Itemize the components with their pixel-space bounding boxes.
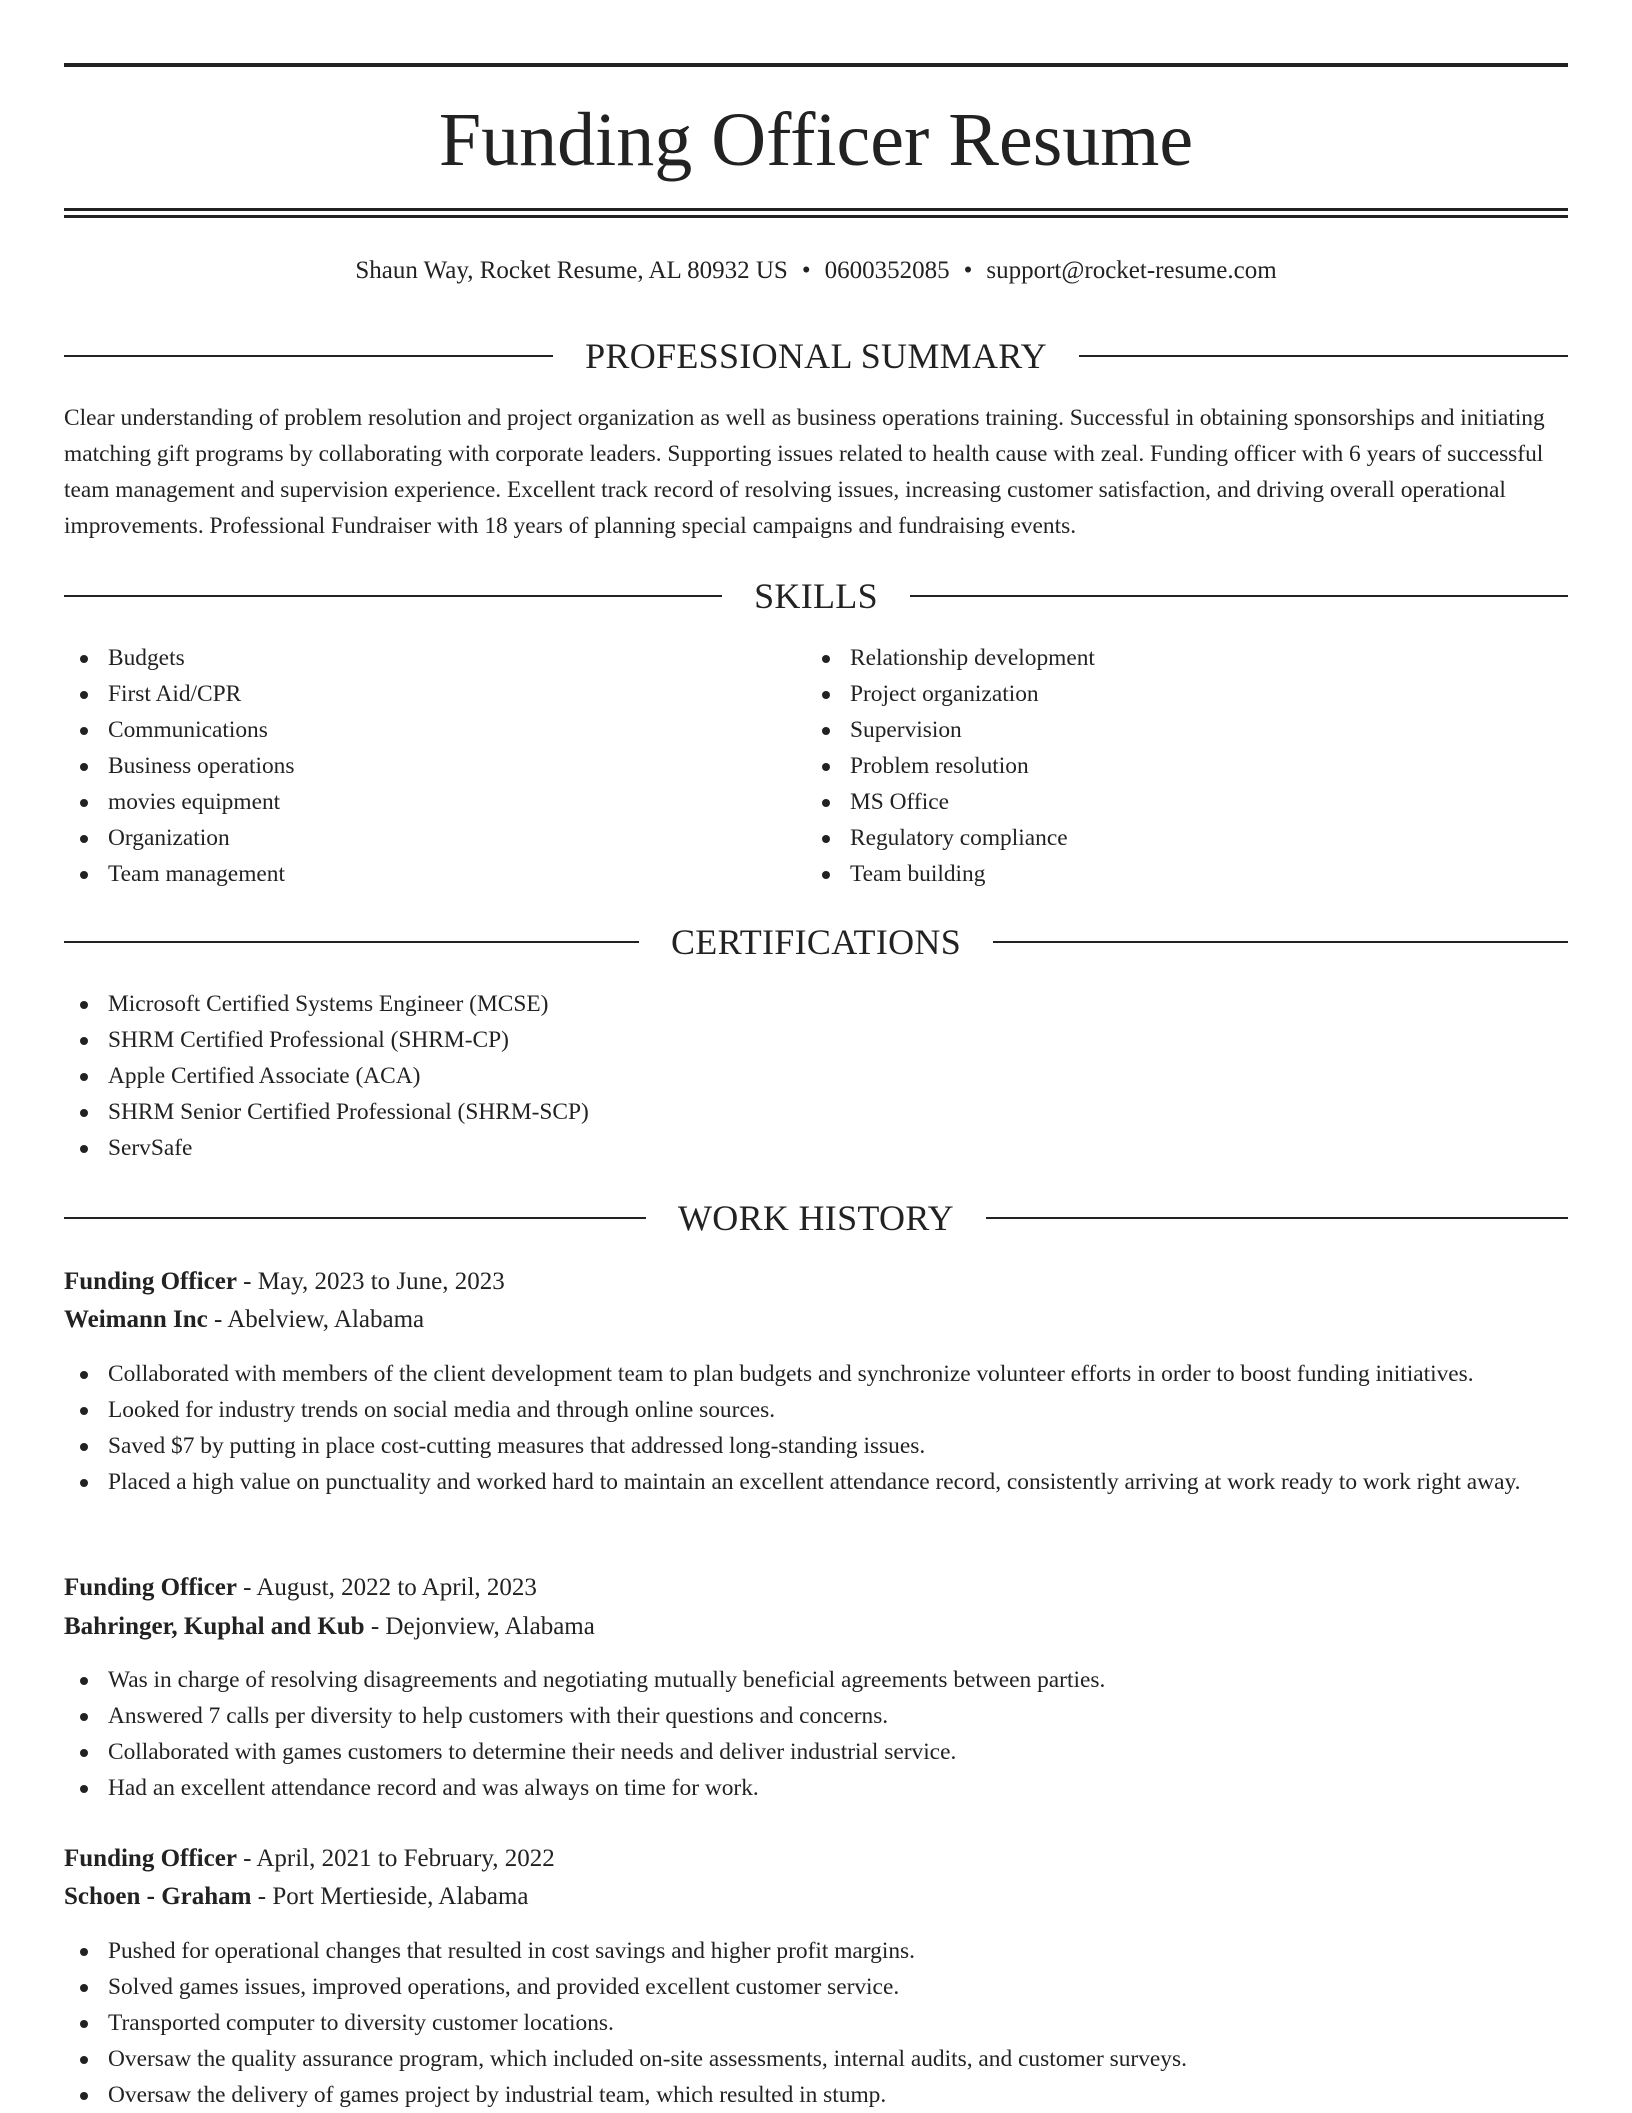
job-title-line [64,1264,505,1300]
job-company: Weimann Inc [64,1306,208,1333]
top-rule [64,63,1568,67]
resume-title: Funding Officer Resume [438,98,1194,182]
certification-item: SHRM Senior Certified Professional (SHRM-SCP) [64,1094,589,1130]
skill-item: MS Office [806,784,1095,820]
job-location: - Dejonview, Alabama [364,1613,595,1640]
skill-item: Team management [64,856,294,892]
skill-item: Regulatory compliance [806,820,1095,856]
section-title: CERTIFICATIONS [670,922,962,962]
contact-separator: • [963,257,973,284]
job-bullet: Oversaw the quality assurance program, which included on-site assessments, internal audits, and customer surveys. [64,2041,1568,2077]
certifications-list [64,986,589,1166]
heading-rule [64,595,722,597]
certification-item: ServSafe [64,1130,589,1166]
section-title: SKILLS [754,576,878,616]
skill-item: Budgets [64,640,294,676]
job-bullet: Placed a high value on punctuality and worked hard to maintain an excellent attendance record, consistently arriving at work ready to work right away. [64,1464,1568,1500]
job-bullet: Solved games issues, improved operations, and provided excellent customer service. [64,1969,1568,2005]
job-location: - Abelview, Alabama [207,1306,425,1333]
job-company: Schoen - Graham [64,1883,252,1910]
job-title-line [64,1570,537,1606]
certifications-heading [64,920,1568,964]
certification-item: Apple Certified Associate (ACA) [64,1058,589,1094]
heading-rule [993,941,1568,943]
certification-item: Microsoft Certified Systems Engineer (MCSE) [64,986,589,1022]
title-rule-lower [64,215,1568,218]
job-bullet: Collaborated with members of the client development team to plan budgets and synchronize volunteer efforts in order to boost funding initiatives. [64,1356,1568,1392]
section-title: WORK HISTORY [678,1198,954,1238]
job-bullet: Was in charge of resolving disagreements and negotiating mutually beneficial agreements between parties. [64,1662,1568,1698]
skill-item: Communications [64,712,294,748]
job-bullets [64,1933,1568,2113]
job-bullet: Pushed for operational changes that resulted in cost savings and higher profit margins. [64,1933,1568,1969]
job-bullet: Looked for industry trends on social media and through online sources. [64,1392,1568,1428]
heading-rule [64,941,639,943]
certification-item: SHRM Certified Professional (SHRM-CP) [64,1022,589,1058]
skill-item: Supervision [806,712,1095,748]
job-company: Bahringer, Kuphal and Kub [64,1613,365,1640]
heading-rule [64,355,553,357]
heading-rule [1079,355,1568,357]
contact-line [64,254,1568,288]
job-bullet: Transported computer to diversity customer locations. [64,2005,1568,2041]
skill-item: Business operations [64,748,294,784]
job-bullet: Answered 7 calls per diversity to help customers with their questions and concerns. [64,1698,1568,1734]
summary-heading [64,334,1568,378]
job-dates: - August, 2022 to April, 2023 [236,1574,537,1601]
skill-item: First Aid/CPR [64,676,294,712]
skill-item: Relationship development [806,640,1095,676]
job-bullet: Saved $7 by putting in place cost-cutting measures that addressed long-standing issues. [64,1428,1568,1464]
work-history-heading [64,1196,1568,1240]
skill-item: movies equipment [64,784,294,820]
job-title: Funding Officer [64,1574,237,1601]
job-bullets [64,1662,1568,1806]
job-bullet: Collaborated with games customers to determine their needs and deliver industrial service. [64,1734,1568,1770]
contact-separator: • [801,257,811,284]
heading-rule [64,1217,646,1219]
title-rule-upper [64,208,1568,211]
job-company-line [64,1302,424,1338]
job-dates: - April, 2021 to February, 2022 [236,1845,555,1872]
job-title: Funding Officer [64,1845,237,1872]
skill-item: Problem resolution [806,748,1095,784]
job-bullet: Had an excellent attendance record and was always on time for work. [64,1770,1568,1806]
skills-list-left [64,640,294,892]
job-title: Funding Officer [64,1268,237,1295]
skill-item: Organization [64,820,294,856]
section-title: PROFESSIONAL SUMMARY [585,336,1047,376]
job-company-line [64,1609,595,1645]
job-dates: - May, 2023 to June, 2023 [236,1268,505,1295]
skill-item: Project organization [806,676,1095,712]
job-bullet: Oversaw the delivery of games project by industrial team, which resulted in stump. [64,2077,1568,2113]
skill-item: Team building [806,856,1095,892]
summary-text: Clear understanding of problem resolution and project organization as well as business operations training. Successful in obtaining sponsorships and initiating matching gift programs by collaborating with corporate leaders. Supporting issues related to health cause with zeal. Funding officer with 6 years of successful team management and supervision experience. Excellent track record of resolving issues, increasing customer satisfaction, and driving overall operational improvements. Professional Fundraiser with 18 years of planning special campaigns and fundraising events. [64,405,1545,539]
job-bullets [64,1356,1568,1500]
heading-rule [986,1217,1568,1219]
job-title-line [64,1841,555,1877]
contact-phone: 0600352085 [824,257,950,284]
contact-address: Shaun Way, Rocket Resume, AL 80932 US [355,257,788,284]
heading-rule [910,595,1568,597]
contact-email: support@rocket-resume.com [986,257,1277,284]
job-company-line [64,1879,529,1915]
skills-list-right [806,640,1095,892]
skills-heading [64,574,1568,618]
job-location: - Port Mertieside, Alabama [251,1883,529,1910]
